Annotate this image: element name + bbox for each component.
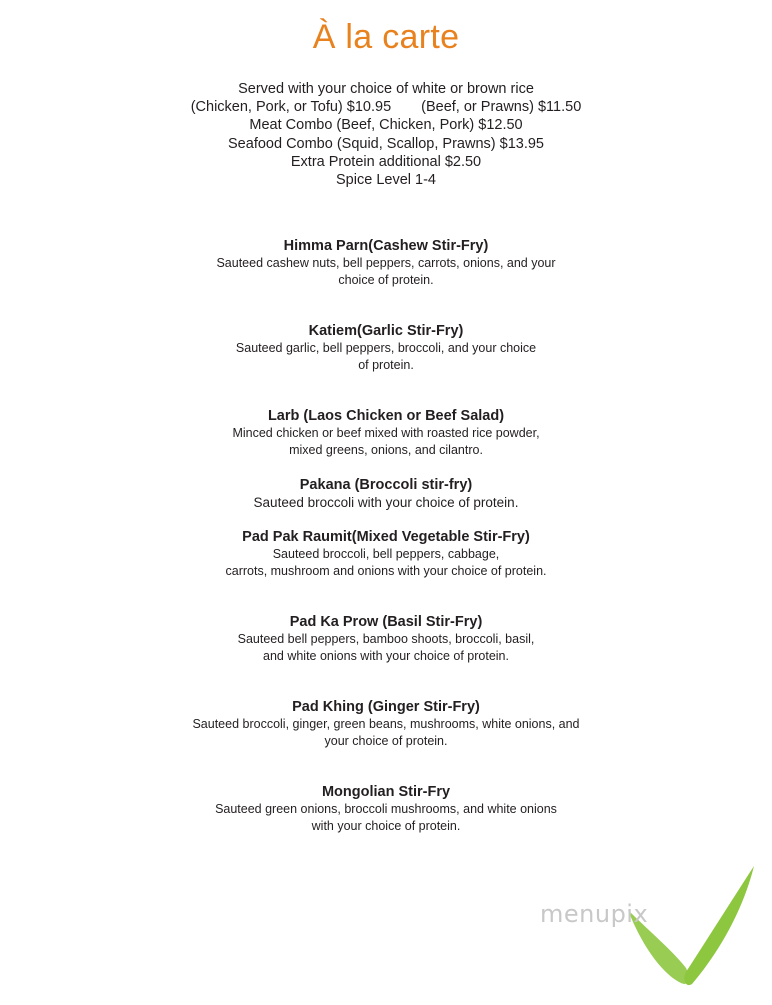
menu-item-desc: your choice of protein. — [324, 734, 448, 748]
menu-item-name: Larb (Laos Chicken or Beef Salad) — [267, 408, 505, 424]
intro-seafood-combo: Seafood Combo (Squid, Scallop, Prawns) $13.95 — [228, 135, 544, 152]
menu-item-desc: Sauteed garlic, bell peppers, broccoli, and your choice — [235, 341, 537, 355]
menu-item-name: Pad Ka Prow (Basil Stir-Fry) — [289, 614, 483, 630]
menu-item-name: Katiem(Garlic Stir-Fry) — [308, 323, 464, 339]
leaf-right-shape — [684, 866, 754, 985]
menu-item-desc: Minced chicken or beef mixed with roasted rice powder, — [232, 426, 540, 440]
menu-item-desc: Sauteed bell peppers, bamboo shoots, broccoli, basil, — [237, 632, 535, 646]
menu-item-desc: Sauteed green onions, broccoli mushrooms, and white onions — [215, 802, 557, 816]
menu-item-name: Himma Parn(Cashew Stir-Fry) — [283, 238, 489, 254]
price-beef-prawns: (Beef, or Prawns) $11.50 — [421, 99, 582, 116]
page-title: À la carte — [312, 18, 460, 56]
menu-item-desc: choice of protein. — [338, 273, 434, 287]
menu-item — [0, 322, 772, 374]
menu-item-desc: mixed greens, onions, and cilantro. — [289, 443, 483, 457]
menu-item — [0, 237, 772, 289]
menu-item-desc: Sauteed broccoli with your choice of protein. — [253, 495, 519, 510]
menu-item — [0, 528, 772, 580]
intro-extra-protein: Extra Protein additional $2.50 — [290, 153, 482, 170]
menu-item — [0, 783, 772, 835]
menu-item — [0, 476, 772, 511]
intro-rice-line: Served with your choice of white or brown rice — [238, 81, 534, 97]
menu-item-desc: with your choice of protein. — [311, 819, 461, 833]
menu-item — [0, 407, 772, 459]
intro-meat-combo: Meat Combo (Beef, Chicken, Pork) $12.50 — [249, 117, 523, 134]
menu-item-desc: and white onions with your choice of protein. — [263, 649, 509, 663]
menupix-watermark — [536, 860, 772, 1000]
intro-block — [0, 80, 772, 189]
menu-item-name: Mongolian Stir-Fry — [321, 784, 451, 800]
leaf-icon — [536, 860, 772, 1000]
watermark-text: menupix — [540, 900, 649, 928]
price-chicken-pork-tofu: (Chicken, Pork, or Tofu) $10.95 — [190, 99, 392, 116]
menu-item-name: Pad Khing (Ginger Stir-Fry) — [292, 699, 480, 715]
intro-spice-level: Spice Level 1-4 — [336, 172, 436, 189]
menu-item-name: Pakana (Broccoli stir-fry) — [299, 477, 473, 493]
menu-item-desc: Sauteed broccoli, bell peppers, cabbage, — [272, 547, 500, 561]
menu-item-name: Pad Pak Raumit(Mixed Vegetable Stir-Fry) — [242, 529, 530, 545]
menu-item-desc: carrots, mushroom and onions with your choice of protein. — [225, 564, 547, 578]
menu-item-desc: of protein. — [358, 358, 414, 372]
menu-item — [0, 698, 772, 750]
menu-item-desc: Sauteed broccoli, ginger, green beans, mushrooms, white onions, and — [192, 717, 580, 731]
intro-price-line — [0, 98, 772, 116]
menu-item — [0, 613, 772, 665]
menu-item-desc: Sauteed cashew nuts, bell peppers, carrots, onions, and your — [216, 256, 556, 270]
